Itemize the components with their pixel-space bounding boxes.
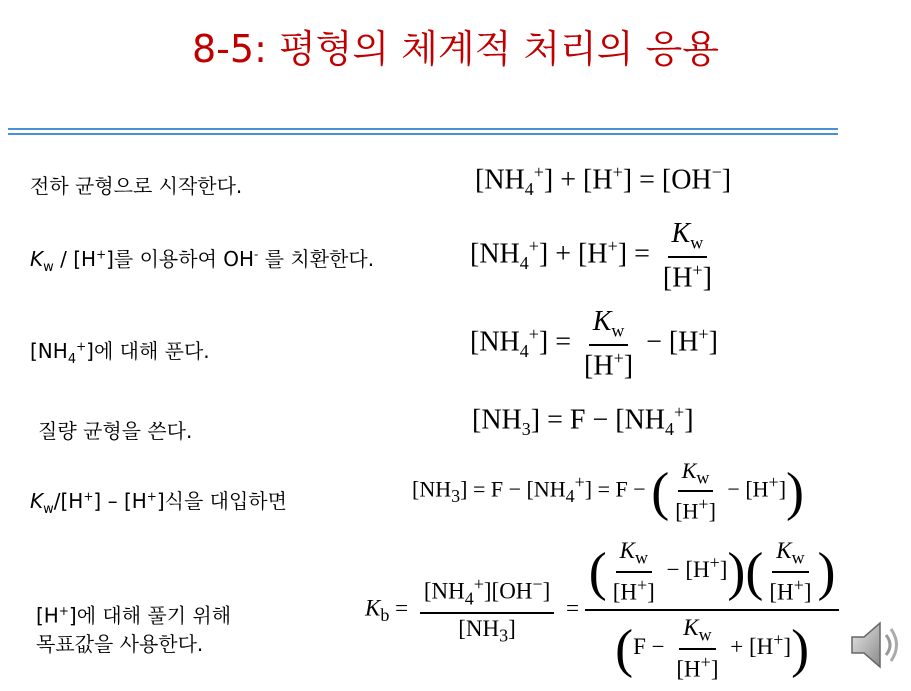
title-divider-2 xyxy=(8,133,838,135)
step-substitute: $K_w/[H^+] - [H^+]$식을 대입하면 xyxy=(30,489,287,517)
title-divider xyxy=(8,128,838,130)
equation-mass-balance: $[NH_3] = F - [NH_4^+]$ xyxy=(472,402,694,439)
equation-solve-nh4: $[NH_4^+]$ = $\frac{K_w}{[H^+]}$ − [H+] xyxy=(470,306,718,381)
equation-substitute-oh: $[NH_4^+] + [H^+]$ = $\frac{K_w}{[H^+]}$ xyxy=(470,218,712,293)
slide-title: 8-5: 평형의 체계적 처리의 응용 xyxy=(192,27,719,71)
step-solve-h: [H+]에 대해 풀기 위해 목표값을 사용한다. xyxy=(36,603,232,656)
step-charge-balance: 전하 균형으로 시작한다. xyxy=(30,174,243,198)
equation-substitute: $[NH_3] = F - [NH_4^+] = F$ − ( $\frac{K_w}{[H^+]}$ − [H+]) xyxy=(412,458,805,524)
step-substitute-oh: $K_w / [H^+]$를 이용하여 OH- 를 치환한다. xyxy=(30,247,375,275)
equation-kb: $K_b$ = $\frac{[NH_4^+][OH^-]}{[NH_3]}$ = ( $\frac{K_w}{[H^+]}$ − [H+])( $\frac{K_w}{[H^+]}$ ) (F − $\frac{K_w}{[H^+]}$ + [H+]) xyxy=(365,538,845,683)
equation-charge-balance: $[NH_4^+] + [H^+] = [OH^-]$ xyxy=(475,162,732,199)
audio-speaker-icon[interactable] xyxy=(846,615,902,675)
step-solve-nh4: $[NH_4^+]$에 대해 푼다. xyxy=(30,339,210,367)
step-mass-balance: 질량 균형을 쓴다. xyxy=(38,419,193,443)
